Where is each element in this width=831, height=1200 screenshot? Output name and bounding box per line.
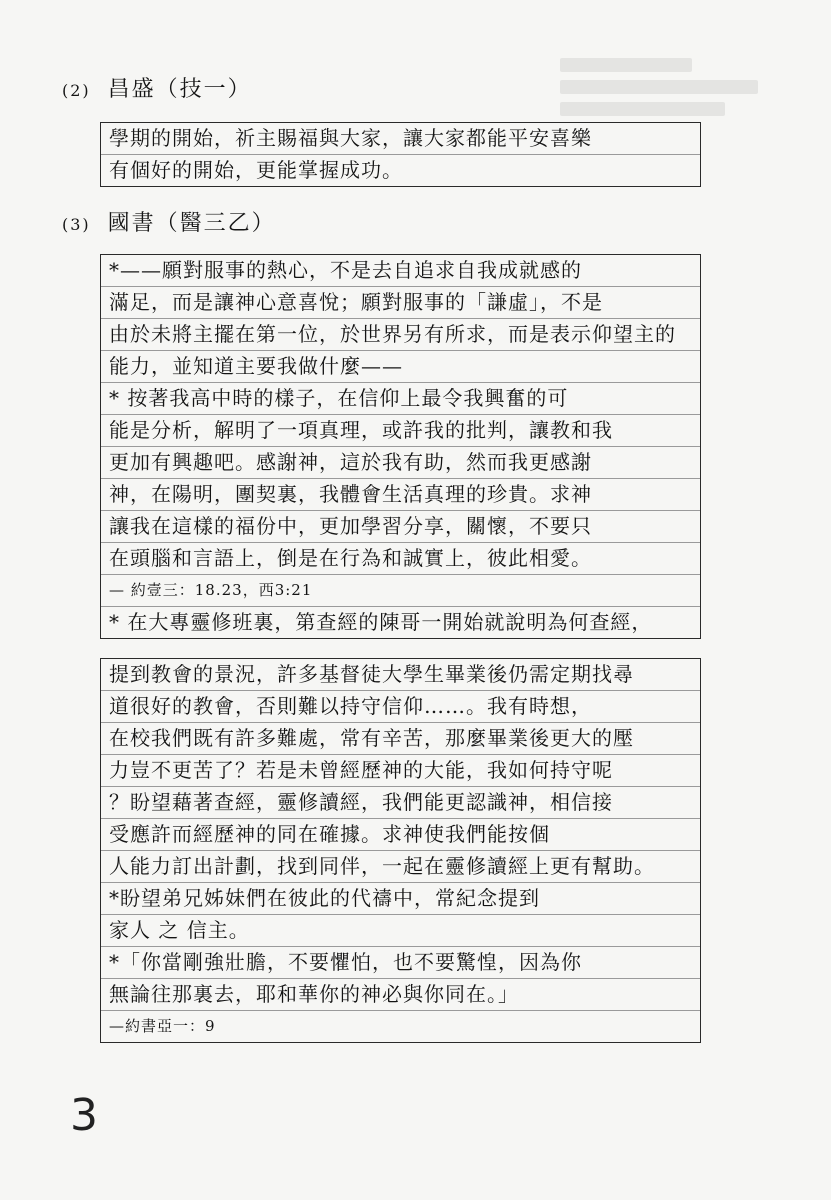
text-line: 受應許而經歷神的同在確據。求神使我們能按個 xyxy=(101,819,700,851)
text-line: 無論往那裏去，耶和華你的神必與你同在。」 xyxy=(101,979,700,1011)
text-line: * 在大專靈修班裏，第查經的陳哥一開始就說明為何查經， xyxy=(101,607,700,639)
text-line: 讓我在這樣的福份中，更加學習分享，關懷，不要只 xyxy=(101,511,700,543)
text-line: 學期的開始，祈主賜福與大家，讓大家都能平安喜樂 xyxy=(101,122,700,155)
text-line: 由於未將主擺在第一位，於世界另有所求，而是表示仰望主的 xyxy=(101,319,700,351)
text-line: *盼望弟兄姊妹們在彼此的代禱中，常紀念提到 xyxy=(101,883,700,915)
text-line: 能力，並知道主要我做什麼—— xyxy=(101,351,700,383)
text-line: 滿足，而是讓神心意喜悅；願對服事的「謙虛」，不是 xyxy=(101,287,700,319)
text-line: 道很好的教會，否則難以持守信仰……。我有時想， xyxy=(101,691,700,723)
section-3-box-lower xyxy=(100,658,701,1043)
section-3-box-upper xyxy=(100,254,701,639)
page-number: 3 xyxy=(70,1090,98,1141)
text-line: 提到教會的景況，許多基督徒大學生畢業後仍需定期找尋 xyxy=(101,658,700,691)
text-line: 在頭腦和言語上，倒是在行為和誠實上，彼此相愛。 xyxy=(101,543,700,575)
section-3-number: (3) xyxy=(62,215,91,234)
section-2-box xyxy=(100,122,701,187)
text-line: *「你當剛強壯膽，不要懼怕，也不要驚惶，因為你 xyxy=(101,947,700,979)
text-line: 能是分析，解明了一項真理，或許我的批判，讓教和我 xyxy=(101,415,700,447)
section-2-heading xyxy=(62,72,252,103)
section-3-heading xyxy=(62,206,276,237)
scripture-reference: —約書亞一：9 xyxy=(101,1011,700,1043)
text-line: 人能力訂出計劃，找到同伴，一起在靈修讀經上更有幫助。 xyxy=(101,851,700,883)
text-line: 家人 之 信主。 xyxy=(101,915,700,947)
text-line: ？盼望藉著查經，靈修讀經，我們能更認識神，相信接 xyxy=(101,787,700,819)
text-line: 在校我們既有許多難處，常有辛苦，那麼畢業後更大的壓 xyxy=(101,723,700,755)
text-line: 更加有興趣吧。感謝神，這於我有助，然而我更感謝 xyxy=(101,447,700,479)
text-line: *——願對服事的熱心，不是去自追求自我成就感的 xyxy=(101,254,700,287)
section-2-title: 昌盛（技一） xyxy=(107,77,252,102)
scripture-reference: — 約壹三：18.23，西3:21 xyxy=(101,575,700,607)
section-3-title: 國書（醫三乙） xyxy=(107,211,276,236)
text-line: 有個好的開始，更能掌握成功。 xyxy=(101,155,700,187)
text-line: * 按著我高中時的樣子，在信仰上最令我興奮的可 xyxy=(101,383,700,415)
section-2-number: (2) xyxy=(62,81,91,100)
text-line: 神，在陽明，團契裏，我體會生活真理的珍貴。求神 xyxy=(101,479,700,511)
text-line: 力豈不更苦了？若是未曾經歷神的大能，我如何持守呢 xyxy=(101,755,700,787)
